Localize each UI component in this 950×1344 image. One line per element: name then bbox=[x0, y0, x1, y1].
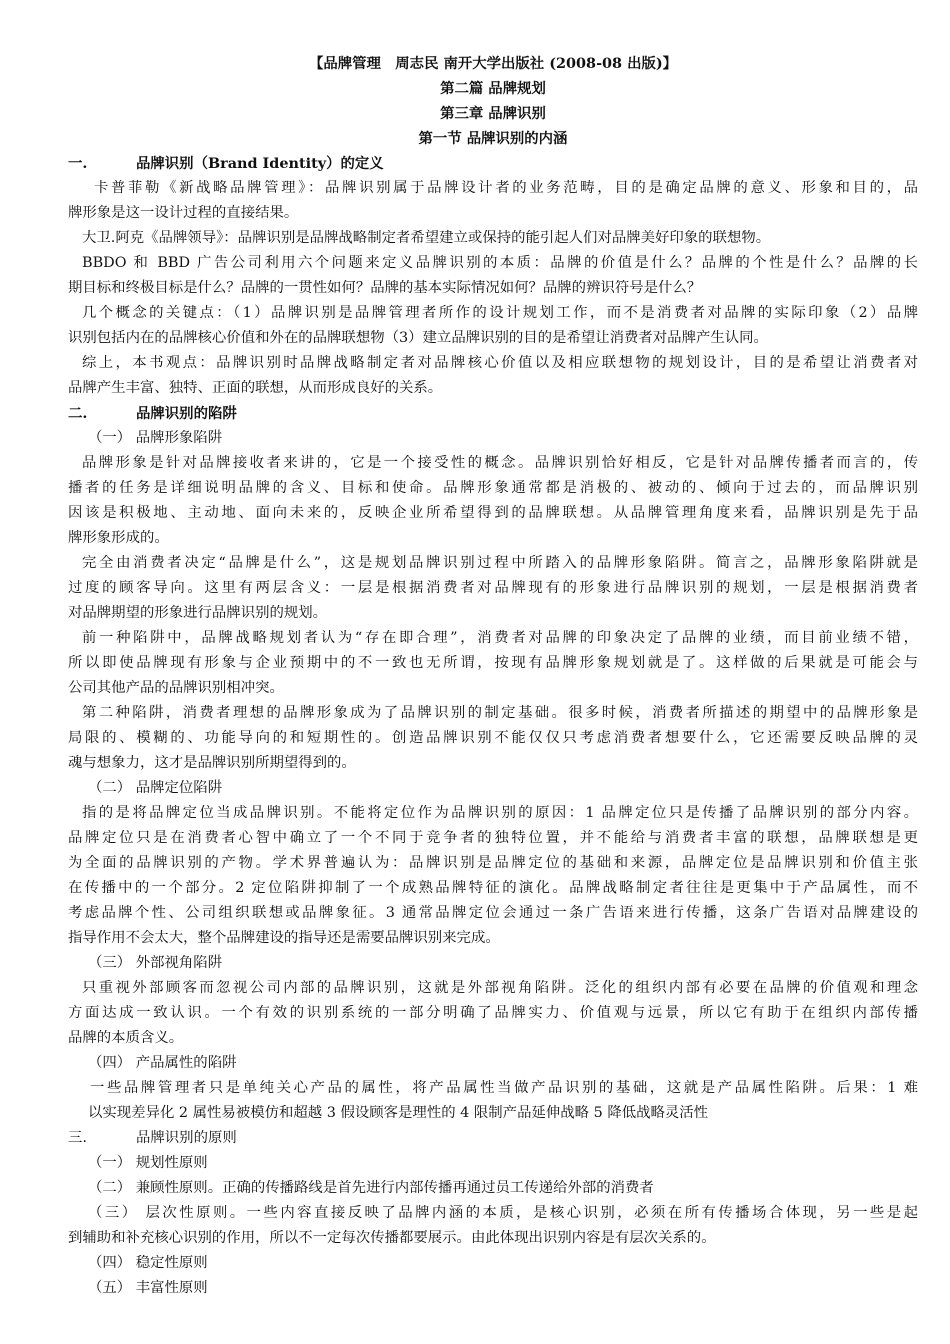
principle-item-continuation: 到辅助和补充核心识别的作用，所以不一定每次传播都要展示。由此体现出识别内容是有层次关系的。 bbox=[68, 1230, 716, 1246]
paragraph-line: 大卫.阿克《品牌领导》：品牌识别是品牌战略制定者希望建立或保持的能引起人们对品牌美好印象的联想物。 bbox=[82, 230, 771, 246]
paragraph-line: 在传播中的一个部分。2 定位陷阱抑制了一个成熟品牌特征的演化。品牌战略制定者往往是更集中于产品属性，而不 bbox=[68, 880, 918, 896]
paragraph-line: 指的是将品牌定位当成品牌识别。不能将定位作为品牌识别的原因：1 品牌定位只是传播了品牌识别的部分内容。 bbox=[82, 805, 918, 821]
s1-heading-line bbox=[68, 151, 918, 176]
paragraph-line: 完全由消费者决定“品牌是什么”，这是规划品牌识别过程中所踏入的品牌形象陷阱。简言之，品牌形象陷阱就是 bbox=[82, 555, 918, 571]
paragraph-line: 一些品牌管理者只是单纯关心产品的属性，将产品属性当做产品识别的基础，这就是产品属性陷阱。后果：1 难 bbox=[90, 1080, 918, 1096]
s2-number: 二. bbox=[68, 405, 88, 422]
principle-item: （二） 兼顾性原则。正确的传播路线是首先进行内部传播再通过员工传递给外部的消费者 bbox=[88, 1180, 654, 1196]
principle-item: （三） 层次性原则。一些内容直接反映了品牌内涵的本质，是核心识别，必须在所有传播场合体现，另一些是起 bbox=[88, 1205, 918, 1221]
chapter-title: 第三章 品牌识别 bbox=[440, 105, 546, 122]
paragraph-line: 综上，本书观点：品牌识别时品牌战略制定者对品牌核心价值以及相应联想物的规划设计，目的是希望让消费者对 bbox=[82, 355, 918, 371]
paragraph-line: 品牌的本质含义。 bbox=[68, 1030, 184, 1046]
paragraph-line: 只重视外部顾客而忽视公司内部的品牌识别，这就是外部视角陷阱。泛化的组织内部有必要在品牌的价值观和理念 bbox=[82, 980, 918, 996]
paragraph-line: 对品牌期望的形象进行品牌识别的规划。 bbox=[68, 605, 328, 621]
paragraph-line: 识别包括内在的品牌核心价值和外在的品牌联想物（3）建立品牌识别的目的是希望让消费者对品牌产生认同。 bbox=[68, 330, 768, 346]
paragraph-line: 播者的任务是详细说明品牌的含义、目标和使命。品牌形象通常都是消极的、被动的、倾向于过去的，而品牌识别 bbox=[68, 480, 918, 496]
section-title: 第一节 品牌识别的内涵 bbox=[418, 130, 568, 147]
paragraph-line: 魂与想象力，这才是品牌识别所期望得到的。 bbox=[68, 755, 356, 771]
s3-heading: 品牌识别的原则 bbox=[136, 1130, 237, 1146]
paragraph-line: 因该是积极地、主动地、面向未来的，反映企业所希望得到的品牌联想。从品牌管理角度来看，品牌识别是先于品 bbox=[68, 505, 918, 521]
principle-item: （五） 丰富性原则 bbox=[88, 1280, 208, 1296]
paragraph-line: 几个概念的关键点：（1）品牌识别是品牌管理者所作的设计规划工作，而不是消费者对品牌的实际印象（2）品牌 bbox=[82, 305, 918, 321]
paragraph-line: 第二种陷阱，消费者理想的品牌形象成为了品牌识别的制定基础。很多时候，消费者所描述的期望中的品牌形象是 bbox=[82, 705, 918, 721]
paragraph-line: BBDO 和 BBD 广告公司利用六个问题来定义品牌识别的本质：品牌的价值是什么？品牌的个性是什么？品牌的长 bbox=[82, 255, 918, 271]
paragraph-line: 期目标和终极目标是什么？品牌的一贯性如何？品牌的基本实际情况如何？品牌的辨识符号是什么？ bbox=[68, 280, 702, 296]
s1-number: 一. bbox=[68, 155, 88, 172]
s1-heading: 品牌识别（Brand Identity）的定义 bbox=[136, 155, 384, 172]
paragraph-line: 所以即使品牌现有形象与企业预期中的不一致也无所谓，按现有品牌形象规划就是了。这样做的后果就是可能会与 bbox=[68, 655, 918, 671]
paragraph-line: 品牌产生丰富、独特、正面的联想，从而形成良好的关系。 bbox=[68, 380, 443, 396]
paragraph-line: 品牌定位只是在消费者心智中确立了一个不同于竞争者的独特位置，并不能给与消费者丰富的联想，品牌联想是更 bbox=[68, 830, 918, 846]
paragraph-line: 指导作用不会太大，整个品牌建设的指导还是需要品牌识别来完成。 bbox=[68, 930, 500, 946]
part-title: 第二篇 品牌规划 bbox=[440, 80, 546, 97]
principle-item: （四） 稳定性原则 bbox=[88, 1255, 208, 1271]
paragraph-line: 公司其他产品的品牌识别相冲突。 bbox=[68, 680, 284, 696]
paragraph-line: 局限的、模糊的、功能导向的和短期性的。创造品牌识别不能仅仅只考虑消费者想要什么，它还需要反映品牌的灵 bbox=[68, 730, 918, 746]
paragraph-line: 为全面的品牌识别的产物。学术界普遍认为：品牌识别是品牌定位的基础和来源，品牌定位是品牌识别和价值主张 bbox=[68, 855, 918, 871]
s2-subheading-4: （四） 产品属性的陷阱 bbox=[88, 1055, 237, 1071]
s2-subheading-3: （三） 外部视角陷阱 bbox=[88, 955, 223, 971]
paragraph-line: 品牌形象是针对品牌接收者来讲的，它是一个接受性的概念。品牌识别恰好相反，它是针对品牌传播者而言的，传 bbox=[82, 455, 918, 471]
paragraph-line: 卡普菲勒《新战略品牌管理》：品牌识别属于品牌设计者的业务范畴，目的是确定品牌的意义、形象和目的，品 bbox=[94, 180, 918, 196]
source-line: 【品牌管理 周志民 南开大学出版社 (2008-08 出版)】 bbox=[308, 55, 678, 72]
paragraph-line: 过度的顾客导向。这里有两层含义：一层是根据消费者对品牌现有的形象进行品牌识别的规划，一层是根据消费者 bbox=[68, 580, 918, 596]
principle-item: （一） 规划性原则 bbox=[88, 1155, 208, 1171]
paragraph-line: 牌形象形成的。 bbox=[68, 530, 169, 546]
paragraph-line: 牌形象是这一设计过程的直接结果。 bbox=[68, 205, 299, 221]
s2-subheading-1: （一） 品牌形象陷阱 bbox=[88, 430, 223, 446]
s2-heading: 品牌识别的陷阱 bbox=[136, 405, 237, 422]
paragraph-line: 方面达成一致认识。一个有效的识别系统的一部分明确了品牌实力、价值观与远景，所以它有助于在组织内部传播 bbox=[68, 1005, 918, 1021]
s2-heading-line bbox=[68, 401, 918, 426]
s2-subheading-2: （二） 品牌定位陷阱 bbox=[88, 780, 223, 796]
paragraph-line: 考虑品牌个性、公司组织联想或品牌象征。3 通常品牌定位会通过一条广告语来进行传播，这条广告语对品牌建设的 bbox=[68, 905, 918, 921]
paragraph-line: 以实现差异化 2 属性易被模仿和超越 3 假设顾客是理性的 4 限制产品延伸战略 5 降低战略灵活性 bbox=[88, 1105, 709, 1121]
s3-number: 三. bbox=[68, 1130, 87, 1146]
paragraph-line: 前一种陷阱中，品牌战略规划者认为“存在即合理”，消费者对品牌的印象决定了品牌的业绩，而目前业绩不错， bbox=[82, 630, 918, 646]
s3-heading-line bbox=[68, 1126, 918, 1151]
